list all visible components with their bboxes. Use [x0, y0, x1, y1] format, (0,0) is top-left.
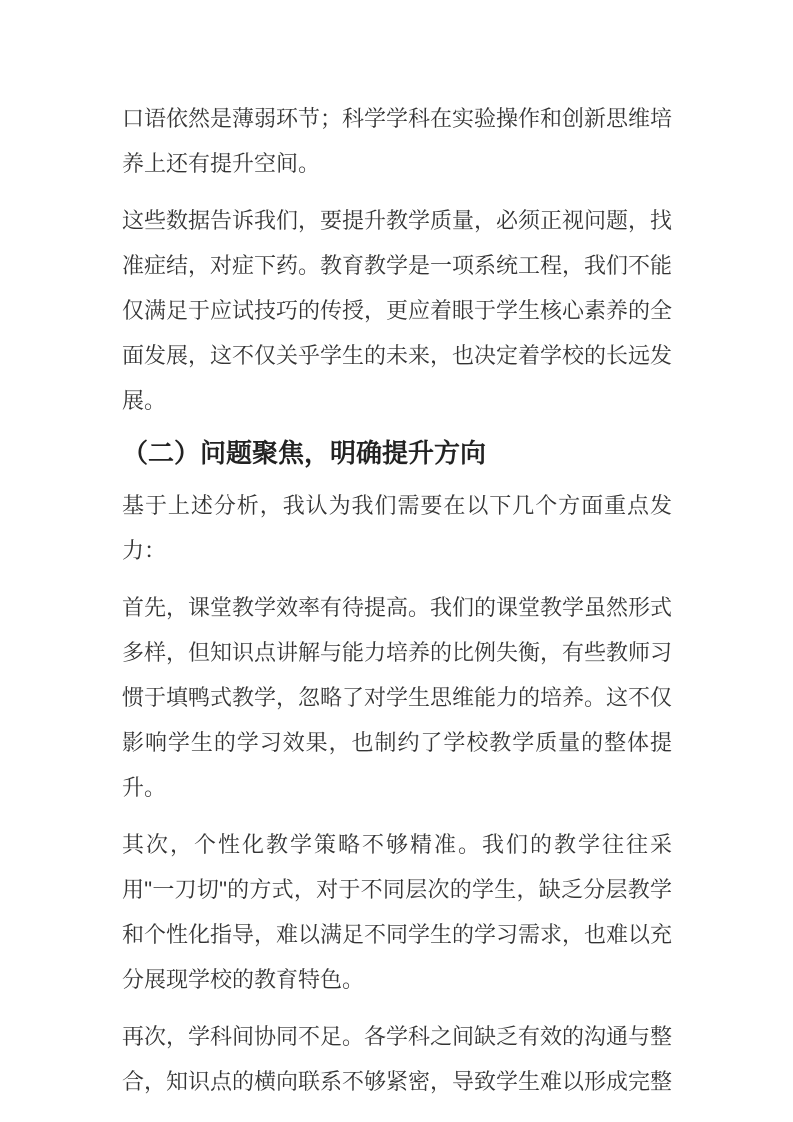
paragraph-intro-focus-areas: 基于上述分析，我认为我们需要在以下几个方面重点发力：	[122, 493, 672, 563]
paragraph-data-conclusion: 这些数据告诉我们，要提升教学质量，必须正视问题，找准症结，对症下药。教育教学是一项系统工程，我们不能仅满足于应试技巧的传授，更应着眼于学生核心素养的全面发展，这不仅关乎学生的未来，也决定着学校的长远发展。	[122, 208, 673, 413]
paragraph-first-classroom-efficiency: 首先，课堂教学效率有待提高。我们的课堂教学虽然形式多样，但知识点讲解与能力培养的比例失衡，有些教师习惯于填鸭式教学，忽略了对学生思维能力的培养。这不仅影响学生的学习效果，也制约了学校教学质量的整体提升。	[122, 595, 673, 800]
section-heading-problem-focus: （二）问题聚焦，明确提升方向	[122, 438, 487, 468]
paragraph-weak-points: 口语依然是薄弱环节；科学学科在实验操作和创新思维培养上还有提升空间。	[122, 106, 673, 176]
paragraph-second-personalized-teaching: 其次，个性化教学策略不够精准。我们的教学往往采用"一刀切"的方式，对于不同层次的学生，缺乏分层教学和个性化指导，难以满足不同学生的学习需求，也难以充分展现学校的教育特色。	[122, 832, 673, 992]
paragraph-third-subject-coordination: 再次，学科间协同不足。各学科之间缺乏有效的沟通与整合，知识点的横向联系不够紧密，导致学生难以形成完整	[122, 1024, 673, 1094]
